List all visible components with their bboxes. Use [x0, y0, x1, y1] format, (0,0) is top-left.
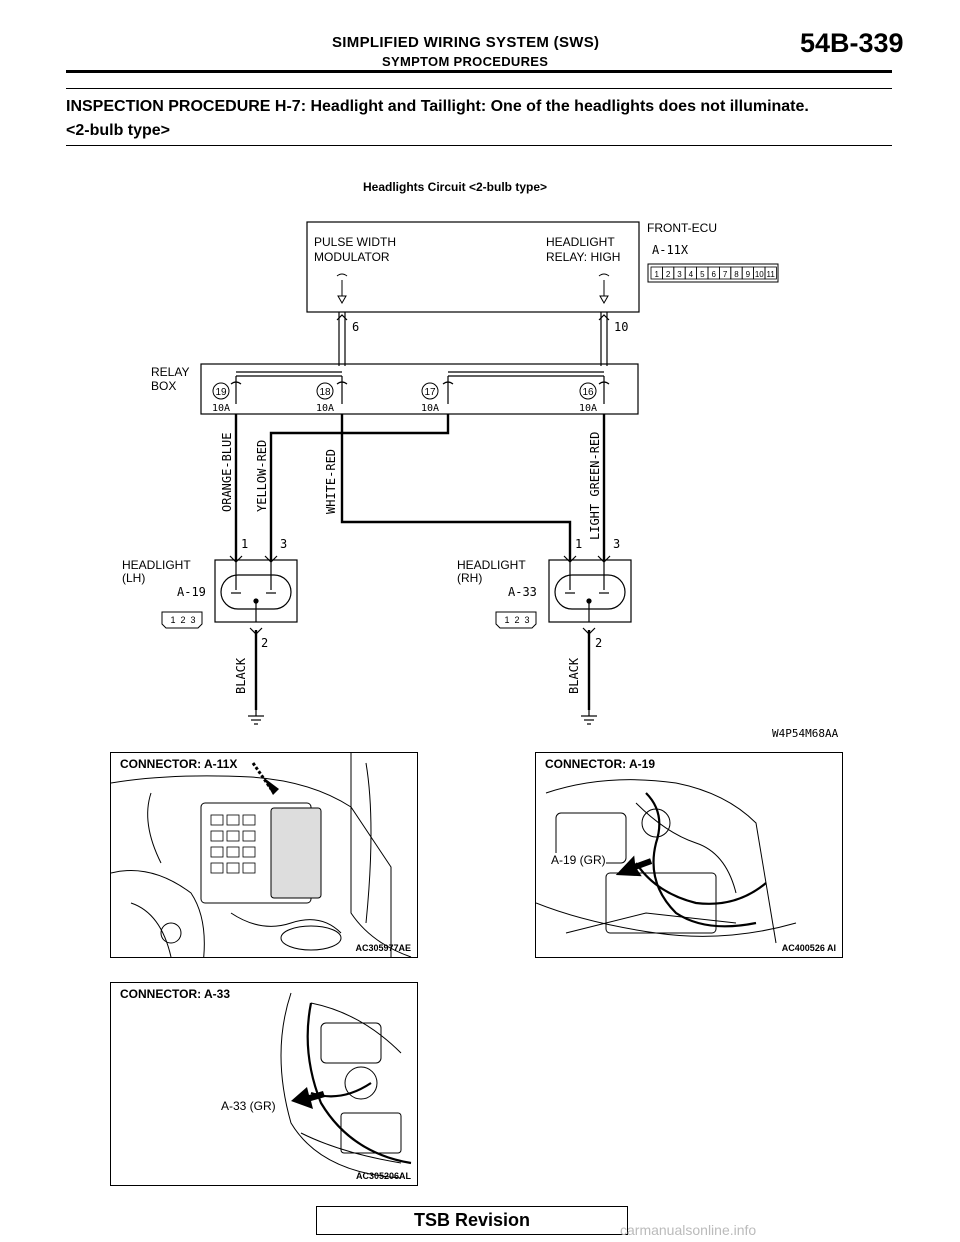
ecu-pin-number: 6	[711, 270, 716, 279]
fuse-18	[316, 383, 334, 414]
fuse-19	[212, 383, 230, 414]
rh-label: HEADLIGHT	[457, 558, 526, 572]
photo-connector-a19	[535, 752, 843, 958]
engine-bay-illustration	[111, 983, 417, 1185]
photo-label: CONNECTOR: A-19	[542, 757, 658, 771]
svg-text:2: 2	[180, 615, 186, 625]
fuse-number: 19	[215, 387, 227, 398]
photo-connector-a11x	[110, 752, 418, 958]
ecu-pin-number: 1	[654, 270, 659, 279]
procedure-title-line1: INSPECTION PROCEDURE H-7: Headlight and Taillight: One of the headlights does not illuminate.	[66, 98, 809, 115]
ecu-connector-code: A-11X	[652, 243, 689, 257]
fuse-number: 16	[582, 387, 594, 398]
svg-text:2: 2	[514, 615, 520, 625]
lh-connector-pinout	[162, 612, 202, 628]
rh-pin-2: 2	[595, 636, 603, 650]
page-number: 54B-339	[800, 28, 904, 58]
rh-connector-pinout	[496, 612, 536, 628]
fuse-number: 18	[319, 387, 331, 398]
pwm-label: MODULATOR	[314, 250, 390, 264]
diagram-title: Headlights Circuit <2-bulb type>	[362, 180, 548, 194]
fuse-rating: 10A	[211, 403, 231, 414]
relay-box-label: RELAY	[151, 365, 190, 379]
fuse-17	[421, 383, 439, 414]
photo-code: AC400526 AI	[781, 943, 836, 953]
relay-high-label: RELAY: HIGH	[546, 250, 621, 264]
ecu-pin-number: 5	[700, 270, 705, 279]
lh-label: (LH)	[122, 571, 146, 585]
headlight-rh	[549, 556, 631, 622]
wire-label-black-lh: BLACK	[234, 657, 248, 694]
relay-high-label: HEADLIGHT	[546, 235, 615, 249]
front-ecu-label: FRONT-ECU	[647, 221, 717, 235]
tsb-revision: TSB Revision	[316, 1206, 628, 1235]
figure-code: W4P54M68AA	[772, 727, 839, 740]
ecu-pin-number: 4	[688, 270, 694, 279]
ecu-terminals	[337, 274, 609, 303]
photo-connector-a33	[110, 982, 418, 1186]
relay-box-label: BOX	[151, 379, 177, 393]
lh-label: HEADLIGHT	[122, 558, 191, 572]
subsection-title: SYMPTOM PROCEDURES	[382, 54, 549, 69]
pwm-label: PULSE WIDTH	[314, 235, 397, 249]
rh-label: (RH)	[457, 571, 483, 585]
wire-label-orange-blue: ORANGE-BLUE	[220, 432, 234, 512]
lh-pin-1: 1	[241, 537, 249, 551]
rh-pin-3: 3	[613, 537, 621, 551]
photo-callout: A-33 (GR)	[221, 1099, 276, 1113]
ecu-pin-6: 6	[352, 320, 360, 334]
fuse-16	[579, 383, 597, 414]
ecu-pin-number: 3	[677, 270, 682, 279]
fuse-rating: 10A	[420, 403, 440, 414]
fuse-terminals	[231, 376, 609, 404]
ecu-pin-number: 11	[766, 270, 775, 279]
photo-label: CONNECTOR: A-33	[117, 987, 233, 1001]
wire-yellow-red	[271, 414, 448, 560]
photo-code: AC305206AL	[355, 1171, 411, 1181]
ecu-pin-10: 10	[614, 320, 629, 334]
photo-label: CONNECTOR: A-11X	[117, 757, 240, 771]
ecu-connector-pinout	[648, 264, 778, 282]
svg-text:3: 3	[524, 615, 530, 625]
photo-code: AC305977AE	[355, 943, 411, 953]
wire-label-white-red: WHITE-RED	[324, 448, 338, 514]
photo-callout: A-19 (GR)	[551, 853, 606, 867]
rh-pin-1: 1	[575, 537, 583, 551]
fuse-rating: 10A	[315, 403, 335, 414]
lh-pin-3: 3	[280, 537, 288, 551]
ecu-pin-number: 2	[665, 270, 671, 279]
svg-text:1: 1	[170, 615, 176, 625]
engine-bay-illustration	[111, 753, 417, 957]
procedure-title-line2: <2-bulb type>	[66, 122, 171, 139]
watermark: carmanualsonline.info	[620, 1222, 757, 1238]
wire-label-light-green-red: LIGHT GREEN-RED	[588, 431, 602, 540]
svg-text:3: 3	[190, 615, 196, 625]
fuse-rating: 10A	[578, 403, 598, 414]
lh-connector-code: A-19	[177, 585, 206, 599]
ecu-pin-number: 8	[734, 270, 739, 279]
svg-text:1: 1	[504, 615, 510, 625]
fuse-number: 17	[424, 387, 436, 398]
wire-white-red	[342, 414, 570, 560]
wire-label-yellow-red: YELLOW-RED	[255, 439, 269, 512]
ecu-pin-number: 10	[754, 270, 764, 279]
section-title: SIMPLIFIED WIRING SYSTEM (SWS)	[332, 34, 600, 51]
rh-connector-code: A-33	[508, 585, 537, 599]
relay-bus	[236, 372, 604, 376]
headlight-lh	[215, 556, 297, 622]
ecu-pin-number: 7	[722, 270, 728, 279]
lh-pin-2: 2	[261, 636, 269, 650]
ecu-pin-number: 9	[745, 270, 751, 279]
wire-label-black-rh: BLACK	[567, 657, 581, 694]
